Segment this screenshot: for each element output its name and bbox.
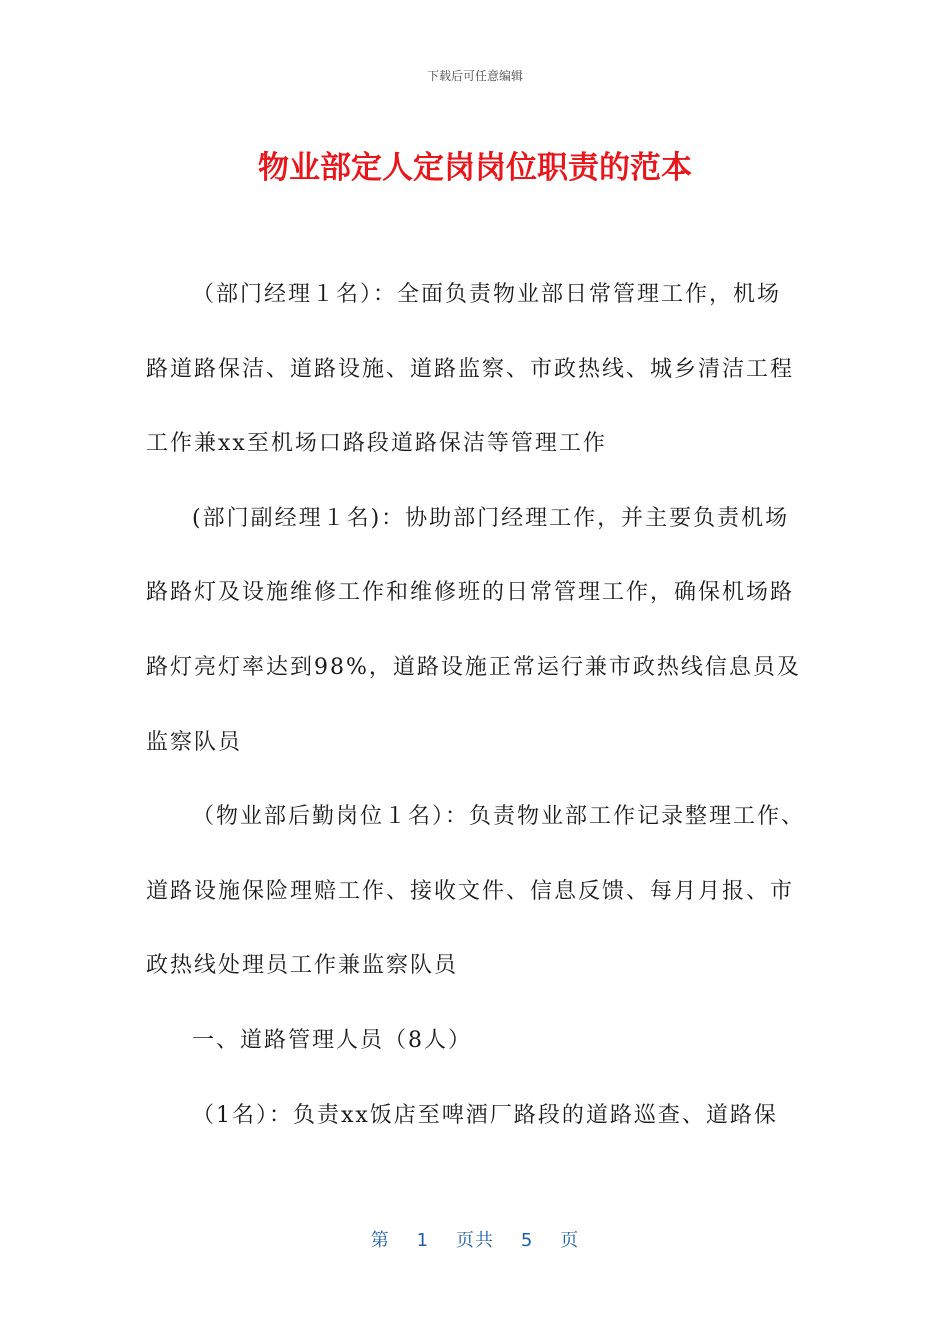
body-line: 路道路保洁、道路设施、道路监察、市政热线、城乡清洁工程 bbox=[146, 356, 795, 382]
page-label-prefix: 第 bbox=[370, 1230, 390, 1251]
body-line: （部门经理１名）：全面负责物业部日常管理工作，机场 bbox=[192, 282, 782, 307]
page-number-total: 5 bbox=[520, 1230, 534, 1251]
page-label-middle: 页共 bbox=[456, 1230, 494, 1251]
body-line: 政热线处理员工作兼监察队员 bbox=[146, 953, 459, 979]
document-body bbox=[146, 270, 816, 1165]
header-note: 下载后可任意编辑 bbox=[426, 69, 523, 83]
body-line: （1名）：负责xx饭店至啤酒厂路段的道路巡查、道路保 bbox=[192, 1102, 778, 1128]
page-label-suffix: 页 bbox=[560, 1230, 580, 1251]
body-line: 路路灯及设施维修工作和维修班的日常管理工作，确保机场路 bbox=[146, 580, 795, 606]
body-line: 道路设施保险理赔工作、接收文件、信息反馈、每月月报、市 bbox=[146, 878, 795, 904]
body-line: （物业部后勤岗位１名）：负责物业部工作记录整理工作、 bbox=[192, 804, 806, 830]
document-title: 物业部定人定岗岗位职责的范本 bbox=[258, 150, 692, 186]
body-line: (部门副经理１名)：协助部门经理工作，并主要负责机场 bbox=[192, 505, 790, 531]
page-number-current: 1 bbox=[416, 1230, 430, 1251]
body-line: 监察队员 bbox=[146, 729, 243, 755]
body-line: 路灯亮灯率达到98%，道路设施正常运行兼市政热线信息员及 bbox=[146, 654, 801, 680]
body-line: 工作兼xx至机场口路段道路保洁等管理工作 bbox=[146, 431, 607, 457]
section-heading: 一、道路管理人员（8人） bbox=[192, 1027, 472, 1053]
page-footer bbox=[0, 1226, 950, 1252]
